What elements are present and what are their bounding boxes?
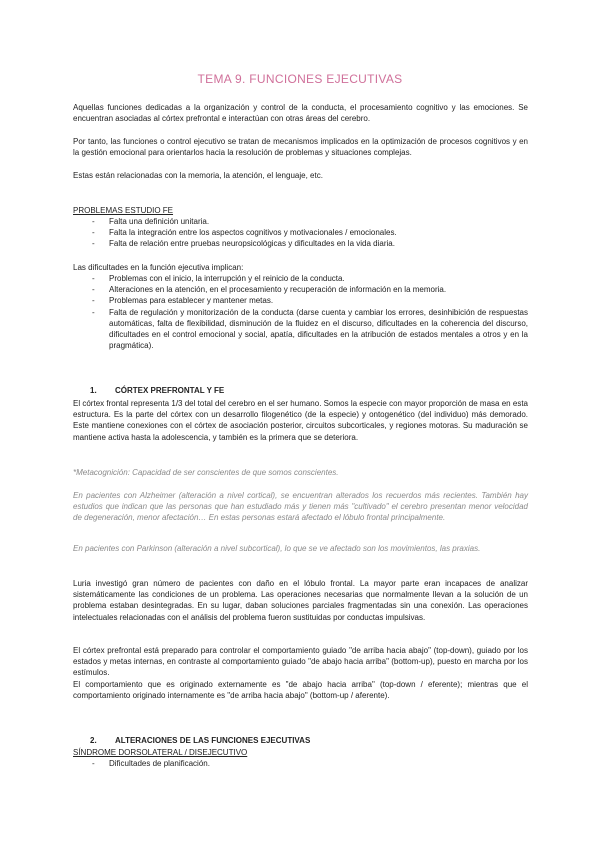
parkinson-note: En pacientes con Parkinson (alteración a nivel subcortical), lo que se ve afectado son los movimientos, las praxias.: [73, 544, 481, 553]
problems-list: [73, 216, 528, 250]
top-down-paragraph: El córtex prefrontal está preparado para controlar el comportamiento guiado "de arriba hacia abajo" (top-down), guiado por los estados y metas internas, en contraste al comportamiento guiado "de abajo hacia arriba" (bottom-up), puesto en marcha por los estímulos.: [73, 646, 528, 678]
section-number: 2.: [90, 736, 97, 745]
luria-paragraph: Luria investigó gran número de pacientes con daño en el lóbulo frontal. La mayor parte eran incapaces de analizar sistemáticamente las condiciones de un problema. Las operaciones necesarias que normalmente llevan a la solución de un problema estaban desintegradas. En su lugar, daban soluciones parciales fragmentadas sin una conexión. Las operaciones intelectuales relacionadas con el análisis del problema fueron sustituidas por conductas impulsivas.: [73, 579, 528, 622]
list-item: - Problemas para establecer y mantener metas.: [73, 295, 528, 306]
alzheimer-note: En pacientes con Alzheimer (alteración a nivel cortical), se encuentran alterados los recuerdos más recientes. También hay estudios que indican que las personas que han estudiado más y tienen más "cultivado" el cerebro presentan menor velocidad de degeneración, menor afectación… En estas personas estará afectado el lóbulo frontal principalmente.: [73, 491, 528, 523]
section-2-heading: [73, 736, 310, 745]
dorsolateral-heading: SÍNDROME DORSOLATERAL / DISEJECUTIVO: [73, 748, 248, 757]
bottom-up-paragraph: El comportamiento que es originado externamente es "de abajo hacia arriba" (top-down / eferente); mientras que el comportamiento originado internamente es "de arriba hacia abajo" (bottom-up / aferente).: [73, 680, 528, 701]
dorsolateral-list: [73, 758, 528, 769]
list-item: - Falta una definición unitaria.: [73, 216, 528, 227]
intro-paragraph-1: Aquellas funciones dedicadas a la organización y control de la conducta, el procesamiento cognitivo y las emociones. Se encuentran asociadas al córtex prefrontal e interactúan con otras áreas del cerebro.: [73, 103, 528, 124]
section-title: CÓRTEX PREFRONTAL Y FE: [115, 386, 225, 395]
intro-paragraph-2: Por tanto, las funciones o control ejecutivo se tratan de mecanismos implicados en la optimización de procesos cognitivos y en la gestión emocional para orientarlos hacia la resolución de problemas y situaciones complejas.: [73, 137, 528, 158]
list-item: - Dificultades de planificación.: [73, 758, 528, 769]
list-item: - Problemas con el inicio, la interrupción y el reinicio de la conducta.: [73, 273, 528, 284]
difficulties-lead: Las dificultades en la función ejecutiva implican:: [73, 263, 244, 272]
section-1-paragraph: El córtex frontal representa 1/3 del total del cerebro en el ser humano. Somos la especie con mayor proporción de masa en esta estructura. Es la parte del córtex con un desarrollo filogenético (de la especie) y ontogenético (del individuo) más demorado. Este mantiene conexiones con el córtex de asociación posterior, circuitos subcorticales, y regiones motoras. Su maduración se mantiene activa hasta la adolescencia, y también es la primera que se deteriora.: [73, 399, 528, 442]
page-title: TEMA 9. FUNCIONES EJECUTIVAS: [197, 72, 403, 86]
metacognition-note: *Metacognición: Capacidad de ser conscientes de que somos conscientes.: [73, 468, 339, 477]
problems-heading: PROBLEMAS ESTUDIO FE: [73, 206, 174, 215]
section-1-heading: [73, 386, 224, 395]
list-item: - Falta de regulación y monitorización de la conducta (darse cuenta y cambiar los errores, desinhibición de respuestas automáticas, falta de flexibilidad, disminución de la fluidez en el discurso, dificultades en la coherencia del discurso, dificultades en el control emocional y social, apatía, dificultades en la atribución de estados mentales a otros y en la pragmática).: [73, 307, 528, 352]
list-item: - Alteraciones en la atención, en el procesamiento y recuperación de información en la memoria.: [73, 284, 528, 295]
section-number: 1.: [90, 386, 97, 395]
list-item: - Falta de relación entre pruebas neuropsicológicas y dificultades en la vida diaria.: [73, 238, 528, 249]
difficulties-list: [73, 273, 528, 351]
section-title: ALTERACIONES DE LAS FUNCIONES EJECUTIVAS: [115, 736, 311, 745]
intro-paragraph-3: Estas están relacionadas con la memoria, la atención, el lenguaje, etc.: [73, 171, 323, 180]
list-item: - Falta la integración entre los aspectos cognitivos y motivacionales / emocionales.: [73, 227, 528, 238]
